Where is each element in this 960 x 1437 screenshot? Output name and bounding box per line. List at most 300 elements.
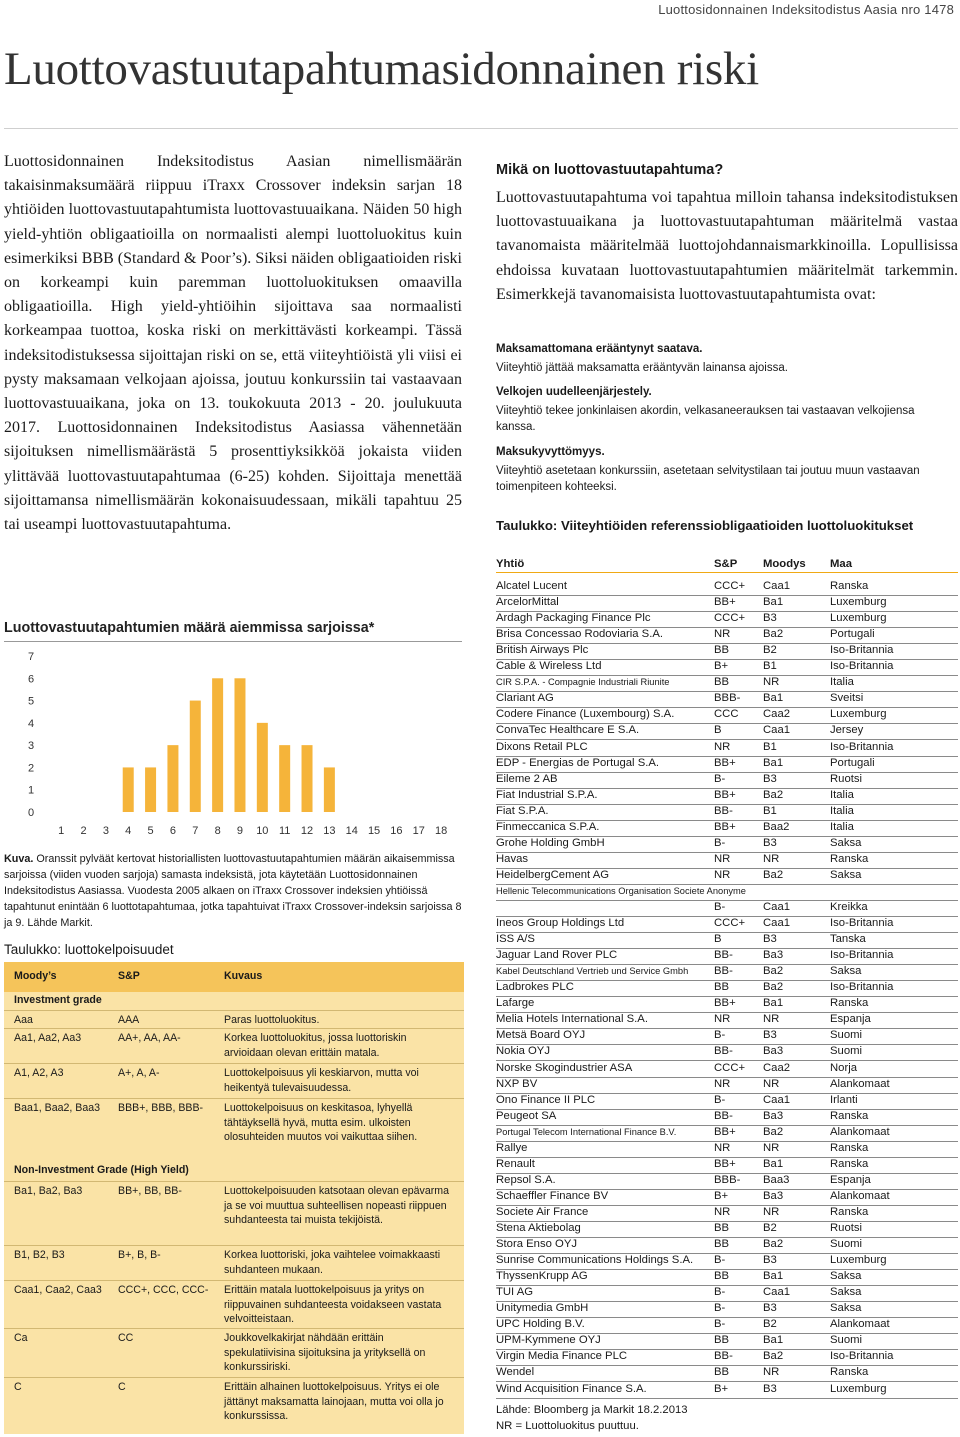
- ref-country: Italia: [830, 804, 854, 817]
- ref-country: Espanja: [830, 1173, 871, 1186]
- ref-sp: B-: [714, 1302, 726, 1315]
- ref-moodys: NR: [763, 1205, 780, 1218]
- table-row: [496, 980, 958, 997]
- ref-header-country: Maa: [830, 558, 852, 570]
- ref-country: Suomi: [830, 1238, 863, 1251]
- source-text: Lähde: Bloomberg ja Markit 18.2.2013: [496, 1404, 688, 1416]
- rating-row: [4, 1028, 464, 1063]
- ref-company: Cable & Wireless Ltd: [496, 660, 602, 673]
- table-row: [496, 948, 958, 965]
- ref-country: Italia: [830, 676, 854, 689]
- event-description: Viiteyhtiö asetetaan konkurssiin, asetetaan selvitystilaan tai joutuu muun vastaavan toimenpiteen kohteeksi.: [496, 465, 920, 494]
- chart-caption-text: Oranssit pylväät kertovat historiallisten luottovastuutapahtumien määrän aikaisemmissa sarjoissa (viiden vuoden sarjoja) samasta indeksistä, jota käytetään Luottosidonnainen Indeksitodistus Aasiassa. Vuodesta 2005 alkaen on iTraxx Crossover indeksien yhtiöissä tapahtunut enintään 6 luottotapahtumaa, jotka tapahtuivat iTraxx Crossover-indeksin sarjoissa 8 ja 9. Lähde Markit.: [4, 853, 462, 929]
- ref-country: Suomi: [830, 1045, 863, 1058]
- ref-country: Iso-Britannia: [830, 917, 894, 930]
- rating-description: Korkea luottoluokitus, jossa luottoriskin arvioidaan olevan erittäin matala.: [224, 1032, 407, 1059]
- ref-moodys: Caa2: [763, 1061, 791, 1074]
- ref-company: NXP BV: [496, 1077, 538, 1090]
- ref-company: Wendel: [496, 1366, 535, 1379]
- event-description: Viiteyhtiö jättää maksamatta erääntyvän lainansa ajoissa.: [496, 362, 788, 374]
- ref-company: Eileme 2 AB: [496, 772, 558, 785]
- ref-moodys: B3: [763, 933, 777, 946]
- ref-country: Norja: [830, 1061, 857, 1074]
- ref-company: Repsol S.A.: [496, 1173, 556, 1186]
- table-row: [496, 579, 958, 596]
- ref-sp: BB+: [714, 997, 736, 1010]
- ref-sp: NR: [714, 628, 731, 641]
- ref-company: UPM-Kymmene OYJ: [496, 1334, 601, 1347]
- ref-country: Iso-Britannia: [830, 981, 894, 994]
- ref-moodys: B2: [763, 1318, 777, 1331]
- ref-moodys: B3: [763, 1254, 777, 1267]
- ref-country: Ranska: [830, 1157, 869, 1170]
- document-header-label: Luottosidonnainen Indeksitodistus Aasia nro 1478: [658, 2, 954, 17]
- rating-table: [4, 962, 464, 1434]
- rating-description: Luottokelpoisuus on keskitasoa, lyhyellä tähtäyksellä hyvä, mutta esim. ulkoisten olosuhteiden muutos voi vaikuttaa siihen.: [224, 1102, 418, 1143]
- chart-bar: [212, 678, 223, 812]
- ref-moodys: Caa1: [763, 917, 791, 930]
- rating-table-header: [4, 962, 464, 992]
- ref-company: Dixons Retail PLC: [496, 740, 588, 753]
- chart-bar: [257, 723, 268, 812]
- table-row: [496, 675, 958, 692]
- ref-moodys: Caa1: [763, 901, 791, 913]
- table-row: [496, 1301, 958, 1318]
- table-row: [496, 820, 958, 837]
- table-row: [496, 643, 958, 660]
- table-row: [496, 1061, 958, 1078]
- ref-company: Alcatel Lucent: [496, 580, 567, 592]
- table-row: [496, 1317, 958, 1334]
- rating-table-title: Taulukko: luottokelpoisuudet: [4, 942, 174, 957]
- rating-description: Luottokelpoisuuden katsotaan olevan epävarma ja se voi muuttua suhteellisen nopeasti riippuen suhdanteesta tai muista tekijöistä.: [224, 1185, 449, 1226]
- table-row: [496, 932, 958, 949]
- ref-company: Havas: [496, 852, 529, 865]
- ref-company: Norske Skogindustrier ASA: [496, 1061, 633, 1074]
- ref-company: EDP - Energias de Portugal S.A.: [496, 756, 660, 769]
- rating-moodys: Baa1, Baa2, Baa3: [14, 1102, 100, 1114]
- table-row: [496, 1237, 958, 1254]
- ref-moodys: Ba2: [763, 1350, 784, 1363]
- ref-sp: CCC+: [714, 1061, 746, 1074]
- rating-description: Erittäin matala luottokelpoisuus ja yritys on riippuvainen suhdanteesta voidakseen vastata velvoitteistaan.: [224, 1284, 442, 1325]
- ref-moodys: B1: [763, 804, 777, 817]
- ref-sp: BB-: [714, 949, 733, 962]
- ref-company: Nokia OYJ: [496, 1045, 550, 1058]
- ref-sp: BB-: [714, 1045, 733, 1058]
- rating-header-moodys: Moody’s: [14, 970, 57, 982]
- rating-header-description: Kuvaus: [224, 970, 263, 982]
- ref-country: Luxemburg: [830, 1254, 887, 1267]
- ref-company: Schaeffler Finance BV: [496, 1189, 609, 1202]
- rating-row: [4, 1280, 464, 1328]
- ref-company: Stora Enso OYJ: [496, 1238, 577, 1251]
- rating-description: Luottokelpoisuus yli keskiarvon, mutta voi heikentyä tulevaisuudessa.: [224, 1067, 419, 1094]
- ref-country: Suomi: [830, 1029, 863, 1042]
- table-row: [496, 1109, 958, 1126]
- ref-company: Grohe Holding GmbH: [496, 836, 605, 849]
- ref-country: Luxemburg: [830, 596, 887, 609]
- ref-sp: BB+: [714, 788, 736, 801]
- x-tick-label: 1: [58, 825, 65, 837]
- ref-country: Saksa: [830, 1270, 862, 1283]
- ref-company: Wind Acquisition Finance S.A.: [496, 1382, 647, 1395]
- table-row: [496, 627, 958, 644]
- ref-sp: NR: [714, 1205, 731, 1218]
- rating-moodys: B1, B2, B3: [14, 1249, 65, 1261]
- ref-moodys: Ba3: [763, 1189, 784, 1202]
- y-tick-label: 1: [28, 784, 35, 797]
- ref-sp: BBB-: [714, 692, 741, 705]
- ref-country: Iso-Britannia: [830, 660, 894, 673]
- ref-company: Societe Air France: [496, 1205, 589, 1218]
- ref-country: Ranska: [830, 1109, 869, 1122]
- ref-company: ConvaTec Healthcare E S.A.: [496, 724, 640, 737]
- table-row: [496, 1125, 958, 1142]
- rating-row: [4, 1010, 464, 1029]
- table-row: [496, 868, 958, 885]
- ref-country: Luxemburg: [830, 708, 887, 721]
- chart-title-divider: [4, 641, 462, 642]
- rating-header-sp: S&P: [118, 970, 140, 982]
- ref-country: Ranska: [830, 1141, 869, 1154]
- ref-moodys: Ba2: [763, 981, 784, 994]
- table-row: [496, 1189, 958, 1206]
- ref-company: ISS A/S: [496, 933, 535, 946]
- ref-country: Tanska: [830, 933, 866, 946]
- rating-description: Korkea luottoriski, joka vaihtelee voimakkaasti suhdanteen mukaan.: [224, 1249, 441, 1276]
- ref-company: TUI AG: [496, 1286, 534, 1299]
- reference-table-title: Taulukko: Viiteyhtiöiden referenssiobligaatioiden luottoluokitukset: [496, 518, 914, 533]
- ref-moodys: B2: [763, 644, 777, 657]
- rating-moodys: Aaa: [14, 1014, 33, 1026]
- ref-sp: BB-: [714, 804, 733, 817]
- ref-sp: B+: [714, 1189, 729, 1202]
- table-row: [496, 611, 958, 628]
- table-row: [496, 1173, 958, 1190]
- ref-country: Ruotsi: [830, 1222, 863, 1234]
- ref-moodys: Ba2: [763, 868, 784, 881]
- table-row: [496, 1205, 958, 1222]
- event-description: Viiteyhtiö tekee jonkinlaisen akordin, velkasaneerauksen tai vastaavan velkojiensa kanssa.: [496, 405, 915, 434]
- rating-sp: A+, A, A-: [118, 1067, 160, 1079]
- ref-company: HeidelbergCement AG: [496, 868, 610, 881]
- ref-sp: CCC+: [714, 580, 746, 592]
- ref-moodys: Baa2: [763, 820, 790, 833]
- x-tick-label: 16: [390, 825, 403, 837]
- chart-bar: [167, 745, 178, 812]
- ref-company: Ladbrokes PLC: [496, 981, 574, 994]
- reference-table-source: [496, 1402, 688, 1434]
- rating-moodys: Caa1, Caa2, Caa3: [14, 1284, 102, 1296]
- ref-country: Alankomaat: [830, 1125, 890, 1138]
- ref-country: Suomi: [830, 1334, 863, 1347]
- rating-sp: AA+, AA, AA-: [118, 1032, 181, 1044]
- table-row: [496, 852, 958, 869]
- ref-sp: B-: [714, 1254, 726, 1267]
- ref-moodys: Ba2: [763, 1125, 784, 1138]
- ref-company: Ineos Group Holdings Ltd: [496, 917, 625, 930]
- ref-company: Clariant AG: [496, 692, 554, 705]
- ref-moodys: B3: [763, 1302, 777, 1315]
- rating-sp: BBB+, BBB, BBB-: [118, 1102, 204, 1114]
- ref-sp: NR: [714, 740, 731, 753]
- y-tick-label: 0: [28, 807, 35, 819]
- chart-title: Luottovastuutapahtumien määrä aiemmissa sarjoissa*: [4, 620, 375, 636]
- ref-sp: CCC+: [714, 612, 746, 625]
- x-tick-label: 7: [192, 825, 199, 837]
- ref-company: Finmeccanica S.P.A.: [496, 820, 600, 833]
- ref-sp: B-: [714, 1318, 726, 1331]
- ref-moodys: Ba1: [763, 997, 784, 1010]
- x-tick-label: 3: [102, 825, 109, 837]
- ref-moodys: B3: [763, 612, 777, 625]
- rating-description: Paras luottoluokitus.: [224, 1014, 320, 1026]
- table-row: [496, 1253, 958, 1270]
- rating-sp: CCC+, CCC, CCC-: [118, 1284, 209, 1296]
- ref-moodys: Ba1: [763, 1334, 784, 1347]
- nr-note: NR = Luottoluokitus puuttuu.: [496, 1420, 639, 1432]
- rating-row: [4, 1328, 464, 1376]
- rating-description: Joukkovelkakirjat nähdään erittäin spekulatiivisina sijoituksina ja yrityksellä on konkurssiriski.: [224, 1332, 426, 1373]
- ref-moodys: Caa1: [763, 1093, 791, 1106]
- ref-country: Alankomaat: [830, 1077, 890, 1090]
- x-tick-label: 5: [147, 825, 154, 837]
- ref-company: Unitymedia GmbH: [496, 1302, 589, 1315]
- ref-sp: BB: [714, 1238, 730, 1251]
- ref-moodys: Ba1: [763, 692, 784, 705]
- ref-country: Jersey: [830, 724, 864, 737]
- rating-moodys: C: [14, 1381, 22, 1393]
- ref-moodys: Caa1: [763, 580, 791, 592]
- section-investment-grade: Investment grade: [14, 994, 102, 1006]
- ref-sp: B-: [714, 1029, 726, 1042]
- section-non-investment-grade: Non-Investment Grade (High Yield): [14, 1164, 189, 1176]
- credit-events-bar-chart: [4, 644, 462, 844]
- ref-country: Luxemburg: [830, 612, 887, 625]
- x-tick-label: 11: [278, 825, 291, 837]
- rating-row: [4, 1245, 464, 1279]
- ref-company: Stena Aktiebolag: [496, 1222, 581, 1234]
- ref-sp: NR: [714, 1141, 731, 1154]
- ref-moodys: NR: [763, 1077, 780, 1090]
- table-row: [496, 916, 958, 933]
- ref-country: Irlanti: [830, 1093, 858, 1106]
- ref-country: Saksa: [830, 1302, 862, 1315]
- ref-company: Fiat Industrial S.P.A.: [496, 788, 598, 801]
- table-row: [496, 691, 958, 708]
- ref-moodys: B3: [763, 836, 777, 849]
- ref-company: UPC Holding B.V.: [496, 1318, 585, 1331]
- ref-moodys: Caa1: [763, 1286, 791, 1299]
- ref-moodys: Ba2: [763, 1238, 784, 1251]
- table-row: [496, 1141, 958, 1158]
- ref-country: Iso-Britannia: [830, 740, 894, 753]
- table-row: [496, 1285, 958, 1302]
- ref-country: Iso-Britannia: [830, 644, 894, 657]
- table-row: [496, 996, 958, 1013]
- ref-sp: BB+: [714, 1157, 736, 1170]
- table-row: [496, 1221, 958, 1238]
- chart-bar: [123, 767, 134, 812]
- ref-country: Alankomaat: [830, 1189, 890, 1202]
- chart-caption: [4, 851, 462, 931]
- ref-company: Melia Hotels International S.A.: [496, 1013, 648, 1026]
- table-row: [496, 1044, 958, 1061]
- table-row: [496, 900, 958, 917]
- ref-sp: BB: [714, 644, 730, 657]
- x-tick-label: 9: [236, 825, 244, 837]
- ref-country: Luxemburg: [830, 1382, 887, 1395]
- y-tick-label: 5: [28, 695, 35, 708]
- ref-sp: B: [714, 933, 722, 946]
- ref-moodys: Ba1: [763, 1157, 784, 1170]
- table-row: [496, 659, 958, 676]
- chart-caption-label: Kuva.: [4, 853, 34, 865]
- ref-sp: BB: [714, 1222, 730, 1234]
- x-tick-label: 10: [256, 825, 269, 837]
- ref-country: Alankomaat: [830, 1318, 890, 1331]
- y-tick-label: 2: [28, 762, 35, 775]
- table-row: [496, 1012, 958, 1029]
- rating-moodys: A1, A2, A3: [14, 1067, 64, 1079]
- rating-sp: B+, B, B-: [118, 1249, 161, 1261]
- ref-moodys: B2: [763, 1222, 777, 1234]
- table-row: [496, 1269, 958, 1286]
- ref-company: Hellenic Telecommunications Organisation Societe Anonyme: [496, 885, 746, 896]
- ref-company: Brisa Concessao Rodoviaria S.A.: [496, 628, 664, 641]
- ref-moodys: Ba3: [763, 1109, 784, 1122]
- chart-bar: [234, 678, 245, 812]
- rating-row: [4, 1377, 464, 1428]
- rating-sp: CC: [118, 1332, 134, 1344]
- ref-sp: BB+: [714, 820, 736, 833]
- ref-sp: BB: [714, 981, 730, 994]
- ref-header-sp: S&P: [714, 558, 738, 570]
- table-row: [496, 772, 958, 789]
- table-row: [496, 1365, 958, 1382]
- ref-company: Jaguar Land Rover PLC: [496, 949, 618, 962]
- ref-sp: B: [714, 724, 722, 737]
- table-row: [496, 1093, 958, 1110]
- ref-sp: BB: [714, 1270, 730, 1283]
- ref-country: Ranska: [830, 580, 869, 592]
- x-tick-label: 4: [125, 825, 132, 837]
- table-row: [496, 836, 958, 853]
- ref-moodys: Caa2: [763, 708, 791, 721]
- ref-company: Ardagh Packaging Finance Plc: [496, 612, 651, 625]
- ref-sp: CCC+: [714, 917, 746, 930]
- rating-sp: AAA: [118, 1014, 140, 1026]
- ref-sp: BB+: [714, 756, 736, 769]
- rating-description: Erittäin alhainen luottokelpoisuus. Yritys ei ole jättänyt maksamatta lainojaan, mutta voi olla jo konkurssissa.: [224, 1381, 444, 1422]
- rating-row: [4, 1098, 464, 1161]
- table-row: [496, 756, 958, 773]
- ref-country: Ranska: [830, 1366, 869, 1379]
- ref-company: British Airways Plc: [496, 644, 589, 657]
- x-tick-label: 15: [367, 825, 381, 837]
- ref-company: Codere Finance (Luxembourg) S.A.: [496, 708, 675, 721]
- ref-sp: BB: [714, 676, 730, 689]
- rating-sp: C: [118, 1381, 126, 1393]
- chart-bar: [324, 767, 335, 812]
- ref-country: Kreikka: [830, 901, 868, 913]
- ref-company: Renault: [496, 1157, 535, 1170]
- ref-company: CIR S.P.A. - Compagnie Industriali Riunite: [496, 677, 670, 688]
- ref-moodys: B3: [763, 1382, 777, 1395]
- rating-row: [4, 1063, 464, 1098]
- ref-moodys: Ba1: [763, 596, 784, 609]
- ref-company: ArcelorMittal: [496, 596, 559, 609]
- ref-sp: BB-: [714, 965, 733, 978]
- x-tick-label: 6: [169, 825, 176, 837]
- chart-bar: [302, 745, 313, 812]
- ref-moodys: Ba2: [763, 788, 784, 801]
- rating-moodys: Aa1, Aa2, Aa3: [14, 1032, 82, 1044]
- ref-header-company: Yhtiö: [496, 558, 525, 570]
- y-tick-label: 4: [28, 717, 35, 730]
- ref-company: Lafarge: [496, 997, 535, 1010]
- ref-company: Fiat S.P.A.: [496, 804, 549, 817]
- ref-company: Peugeot SA: [496, 1109, 557, 1122]
- ref-moodys: Caa1: [763, 724, 791, 737]
- ref-country: Saksa: [830, 836, 862, 849]
- ref-sp: BB-: [714, 1350, 733, 1363]
- x-tick-label: 17: [412, 825, 425, 837]
- ref-moodys: Ba3: [763, 949, 784, 962]
- ref-company: ThyssenKrupp AG: [496, 1270, 588, 1283]
- ref-company: Sunrise Communications Holdings S.A.: [496, 1254, 694, 1267]
- ref-moodys: Ba1: [763, 756, 784, 769]
- event-title: Velkojen uudelleenjärjestely.: [496, 386, 652, 398]
- chart-bar: [279, 745, 290, 812]
- ref-sp: BB+: [714, 1125, 736, 1138]
- title-divider: [4, 128, 958, 129]
- ref-country: Italia: [830, 788, 854, 801]
- ref-sp: CCC: [714, 708, 739, 721]
- ref-sp: B+: [714, 660, 729, 673]
- ref-sp: B-: [714, 772, 726, 785]
- ref-moodys: B1: [763, 740, 777, 753]
- ref-sp: NR: [714, 1077, 731, 1090]
- table-row: [496, 1349, 958, 1366]
- table-row: [496, 1028, 958, 1045]
- ref-country: Ranska: [830, 997, 869, 1010]
- ref-sp: B-: [714, 1286, 726, 1299]
- page-title: Luottovastuutapahtumasidonnainen riski: [4, 43, 759, 95]
- y-tick-label: 6: [28, 673, 35, 686]
- event-title: Maksamattomana erääntynyt saatava.: [496, 343, 703, 355]
- ref-company: Virgin Media Finance PLC: [496, 1350, 628, 1363]
- ref-country: Saksa: [830, 868, 862, 881]
- x-tick-label: 8: [214, 825, 221, 837]
- ref-country: Saksa: [830, 1286, 862, 1299]
- ref-sp: B-: [714, 901, 726, 913]
- ref-sp: NR: [714, 852, 731, 865]
- ref-country: Ruotsi: [830, 772, 863, 785]
- table-row: [496, 1157, 958, 1174]
- table-row: [496, 964, 958, 981]
- x-tick-label: 2: [80, 825, 87, 837]
- ref-country: Iso-Britannia: [830, 949, 894, 962]
- ref-sp: NR: [714, 1013, 731, 1026]
- table-row: [496, 595, 958, 612]
- ref-company: Portugal Telecom International Finance B.V.: [496, 1126, 677, 1137]
- intro-paragraph: Luottosidonnainen Indeksitodistus Aasian nimellismäärän takaisinmaksumäärä riippuu iTraxx Crossover indeksin sarjan 18 yhtiöiden luottovastuutapahtumista luottovastuuaikana. Näiden 50 high yield-yhtiön obligaatioilla on normaalisti alempi luottoluokitus kuin esimerkiksi BBB (Standard & Poor’s). Siksi näiden obligaatioiden riski on korkeampi kuin paremman luottoluokituksen omaavilla obligaatioilla. High yield-yhtiöihin sijoittava saa normaalisti korkeampaa tuottoa, koska riski on merkittävästi korkeampi. Tässä indeksitodistuksessa sijoittajan riski on se, että viiteyhtiöistä yli viisi ei pysty maksamaan velkojaan ajoissa, joutuu konkurssiin tai vastaavaan luottovastuuaikana, joka on 13. toukokuuta 2013 - 20. joulukuuta 2017. Luottosidonnainen Indeksitodistus Aasiassa vähennetään sijoituksen nimellismäärästä 5 prosenttiyksikköä jokaista viiden ylittävää luottovastuutapahtumaa (6-25) kohden. Sijoittaja menettää sijoittamansa nimellismäärän kokonaisuudessaan, mikäli tapahtuu 25 tai useampi luottovastuutapahtuma.: [4, 153, 462, 534]
- chart-bar: [145, 767, 156, 812]
- ref-moodys: NR: [763, 676, 780, 689]
- ref-moodys: B3: [763, 1029, 777, 1042]
